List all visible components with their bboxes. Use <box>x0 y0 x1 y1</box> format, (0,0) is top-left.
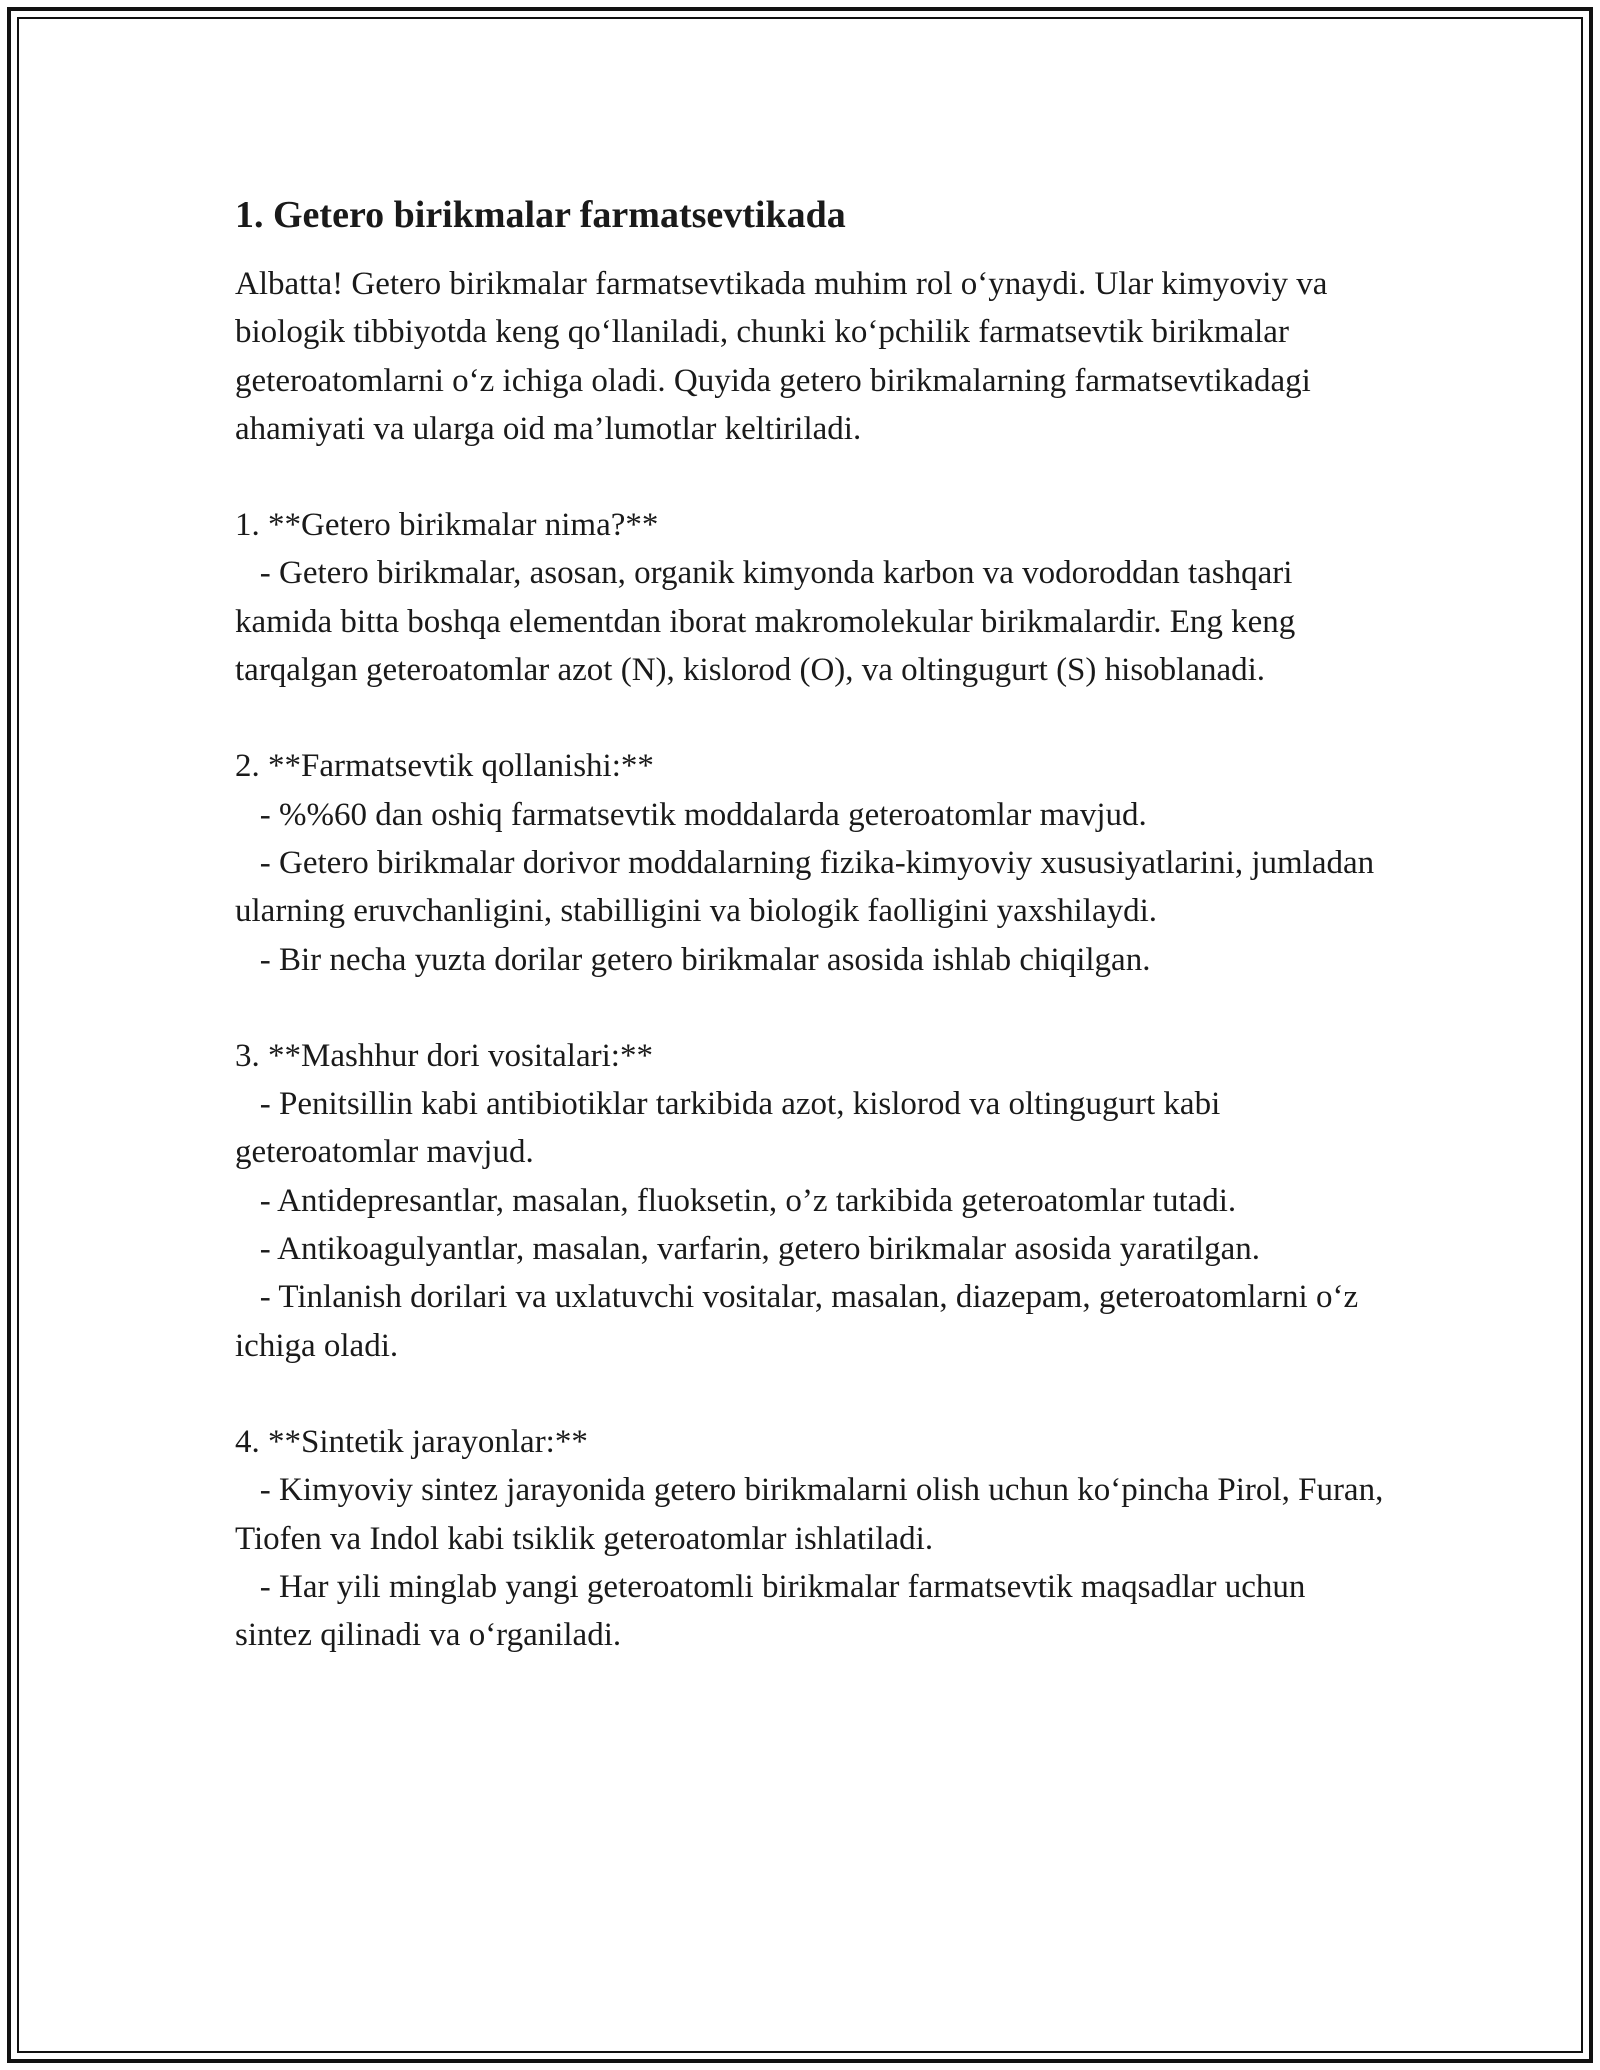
section-heading: 2. **Farmatsevtik qollanishi:** <box>235 748 654 785</box>
intro-paragraph: Albatta! Getero birikmalar farmatsevtikada muhim rol o‘ynaydi. Ular kimyoviy va biologik tibbiyotda keng qo‘llaniladi, chunki ko‘pchilik farmatsevtik birikmalar geteroatomlarni o‘z ichiga oladi. Quyida getero birikmalarning farmatsevtikadagi ahamiyati va ularga oid ma’lumotlar keltiriladi. <box>235 266 1328 447</box>
section-item: - Antikoagulyantlar, masalan, varfarin, getero birikmalar asosida yaratilgan. <box>235 1231 1260 1268</box>
section-item: - %%60 dan oshiq farmatsevtik moddalarda geteroatomlar mavjud. <box>235 796 1147 833</box>
section-heading: 4. **Sintetik jarayonlar:** <box>235 1423 588 1460</box>
section-1 <box>235 501 1385 694</box>
section-item: - Antidepresantlar, masalan, fluoksetin, o’z tarkibida geteroatomlar tutadi. <box>235 1182 1237 1219</box>
section-item: - Kimyoviy sintez jarayonida getero birikmalarni olish uchun ko‘pincha Pirol, Furan, Tiofen va Indol kabi tsiklik geteroatomlar ishlatiladi. <box>235 1472 1391 1557</box>
section-heading: 1. **Getero birikmalar nima?** <box>235 507 659 544</box>
section-item: - Penitsillin kabi antibiotiklar tarkibida azot, kislorod va oltingugurt kabi geteroatomlar mavjud. <box>235 1086 1229 1171</box>
document-title: 1. Getero birikmalar farmatsevtikada <box>235 194 846 236</box>
section-item: - Bir necha yuzta dorilar getero birikmalar asosida ishlab chiqilgan. <box>235 941 1151 978</box>
section-2 <box>235 742 1385 983</box>
section-item: - Getero birikmalar dorivor moddalarning fizika-kimyoviy xususiyatlarini, jumladan ularning eruvchanligini, stabilligini va biologik faolligini yaxshilaydi. <box>235 844 1383 930</box>
section-3 <box>235 1032 1385 1370</box>
section-4 <box>235 1418 1391 1659</box>
section-item: - Tinlanish dorilari va uxlatuvchi vositalar, masalan, diazepam, geteroatomlarni o‘z ichiga oladi. <box>235 1279 1367 1364</box>
document-body <box>235 188 1391 1659</box>
section-heading: 3. **Mashhur dori vositalari:** <box>235 1037 653 1074</box>
section-item: - Getero birikmalar, asosan, organik kimyonda karbon va vodoroddan tashqari kamida bitta boshqa elementdan iborat makromolekular birikmalardir. Eng keng tarqalgan geteroatomlar azot (N), kislorod (O), va oltingugurt (S) hisoblanadi. <box>235 555 1304 689</box>
section-item: - Har yili minglab yangi geteroatomli birikmalar farmatsevtik maqsadlar uchun sintez qilinadi va o‘rganiladi. <box>235 1568 1314 1654</box>
